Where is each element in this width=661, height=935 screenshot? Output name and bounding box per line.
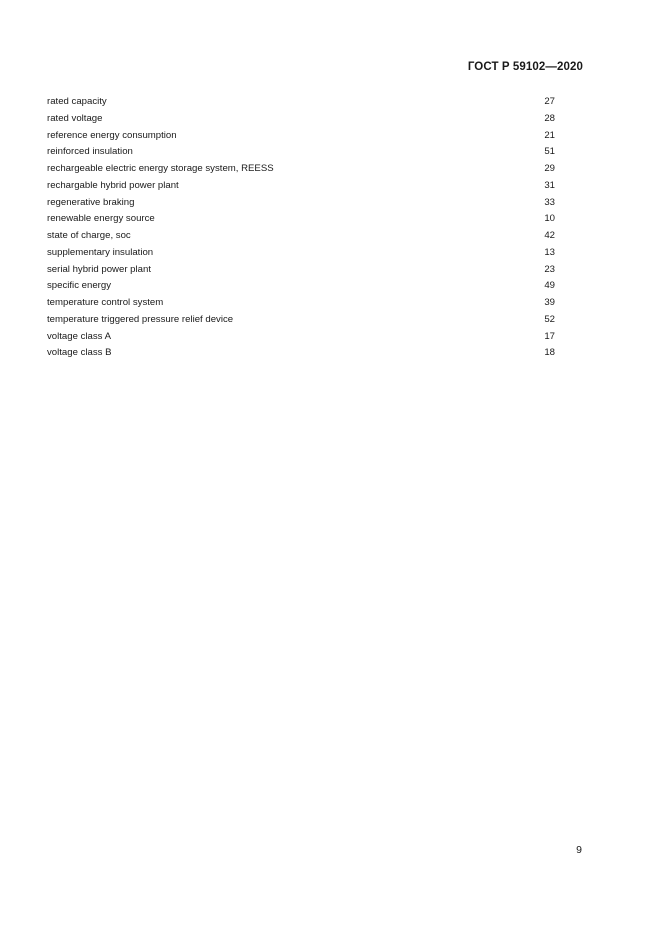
index-term: rechargable hybrid power plant (47, 179, 179, 191)
index-ref-number: 49 (544, 280, 555, 292)
term-index-list (47, 94, 555, 362)
index-ref-number: 13 (544, 246, 555, 258)
index-entry (47, 111, 555, 128)
index-term: reference energy consumption (47, 129, 177, 141)
index-term: voltage class B (47, 347, 112, 359)
index-entry (47, 278, 555, 295)
index-term: rated capacity (47, 96, 107, 107)
index-ref-number: 52 (544, 313, 555, 325)
index-ref-number: 28 (544, 112, 555, 124)
index-ref-number: 10 (544, 213, 555, 225)
index-entry (47, 345, 555, 362)
index-entry (47, 178, 555, 195)
index-term: supplementary insulation (47, 246, 154, 258)
index-entry (47, 128, 555, 145)
index-term: temperature triggered pressure relief device (47, 313, 234, 325)
index-ref-number: 17 (544, 330, 555, 342)
index-entry (47, 228, 555, 245)
index-term: rated voltage (47, 112, 103, 124)
document-code-header: ГОСТ Р 59102—2020 (467, 61, 583, 73)
index-ref-number: 33 (544, 196, 555, 208)
index-entry (47, 211, 555, 228)
index-ref-number: 42 (544, 230, 555, 241)
index-entry (47, 329, 555, 346)
index-entry (47, 94, 555, 111)
index-ref-number: 31 (544, 179, 555, 191)
index-ref-number: 39 (544, 297, 555, 308)
index-term: reinforced insulation (47, 146, 133, 158)
index-term: state of charge, soc (47, 230, 131, 241)
index-entry (47, 195, 555, 212)
index-entry (47, 161, 555, 178)
index-term: rechargeable electric energy storage system, REESS (47, 163, 274, 174)
index-entry (47, 144, 555, 161)
page-number: 9 (576, 844, 582, 856)
index-term: renewable energy source (47, 213, 155, 225)
index-entry (47, 245, 555, 262)
index-ref-number: 51 (544, 146, 555, 158)
index-ref-number: 23 (544, 263, 555, 275)
index-ref-number: 27 (544, 96, 555, 107)
index-ref-number: 18 (544, 347, 555, 359)
index-ref-number: 21 (544, 129, 555, 141)
index-term: temperature control system (47, 297, 164, 308)
index-term: regenerative braking (47, 196, 135, 208)
index-entry (47, 262, 555, 279)
index-entry (47, 312, 555, 329)
index-entry (47, 295, 555, 312)
index-term: serial hybrid power plant (47, 263, 151, 275)
index-term: specific energy (47, 280, 111, 292)
index-ref-number: 29 (544, 163, 555, 174)
index-term: voltage class A (47, 330, 111, 342)
